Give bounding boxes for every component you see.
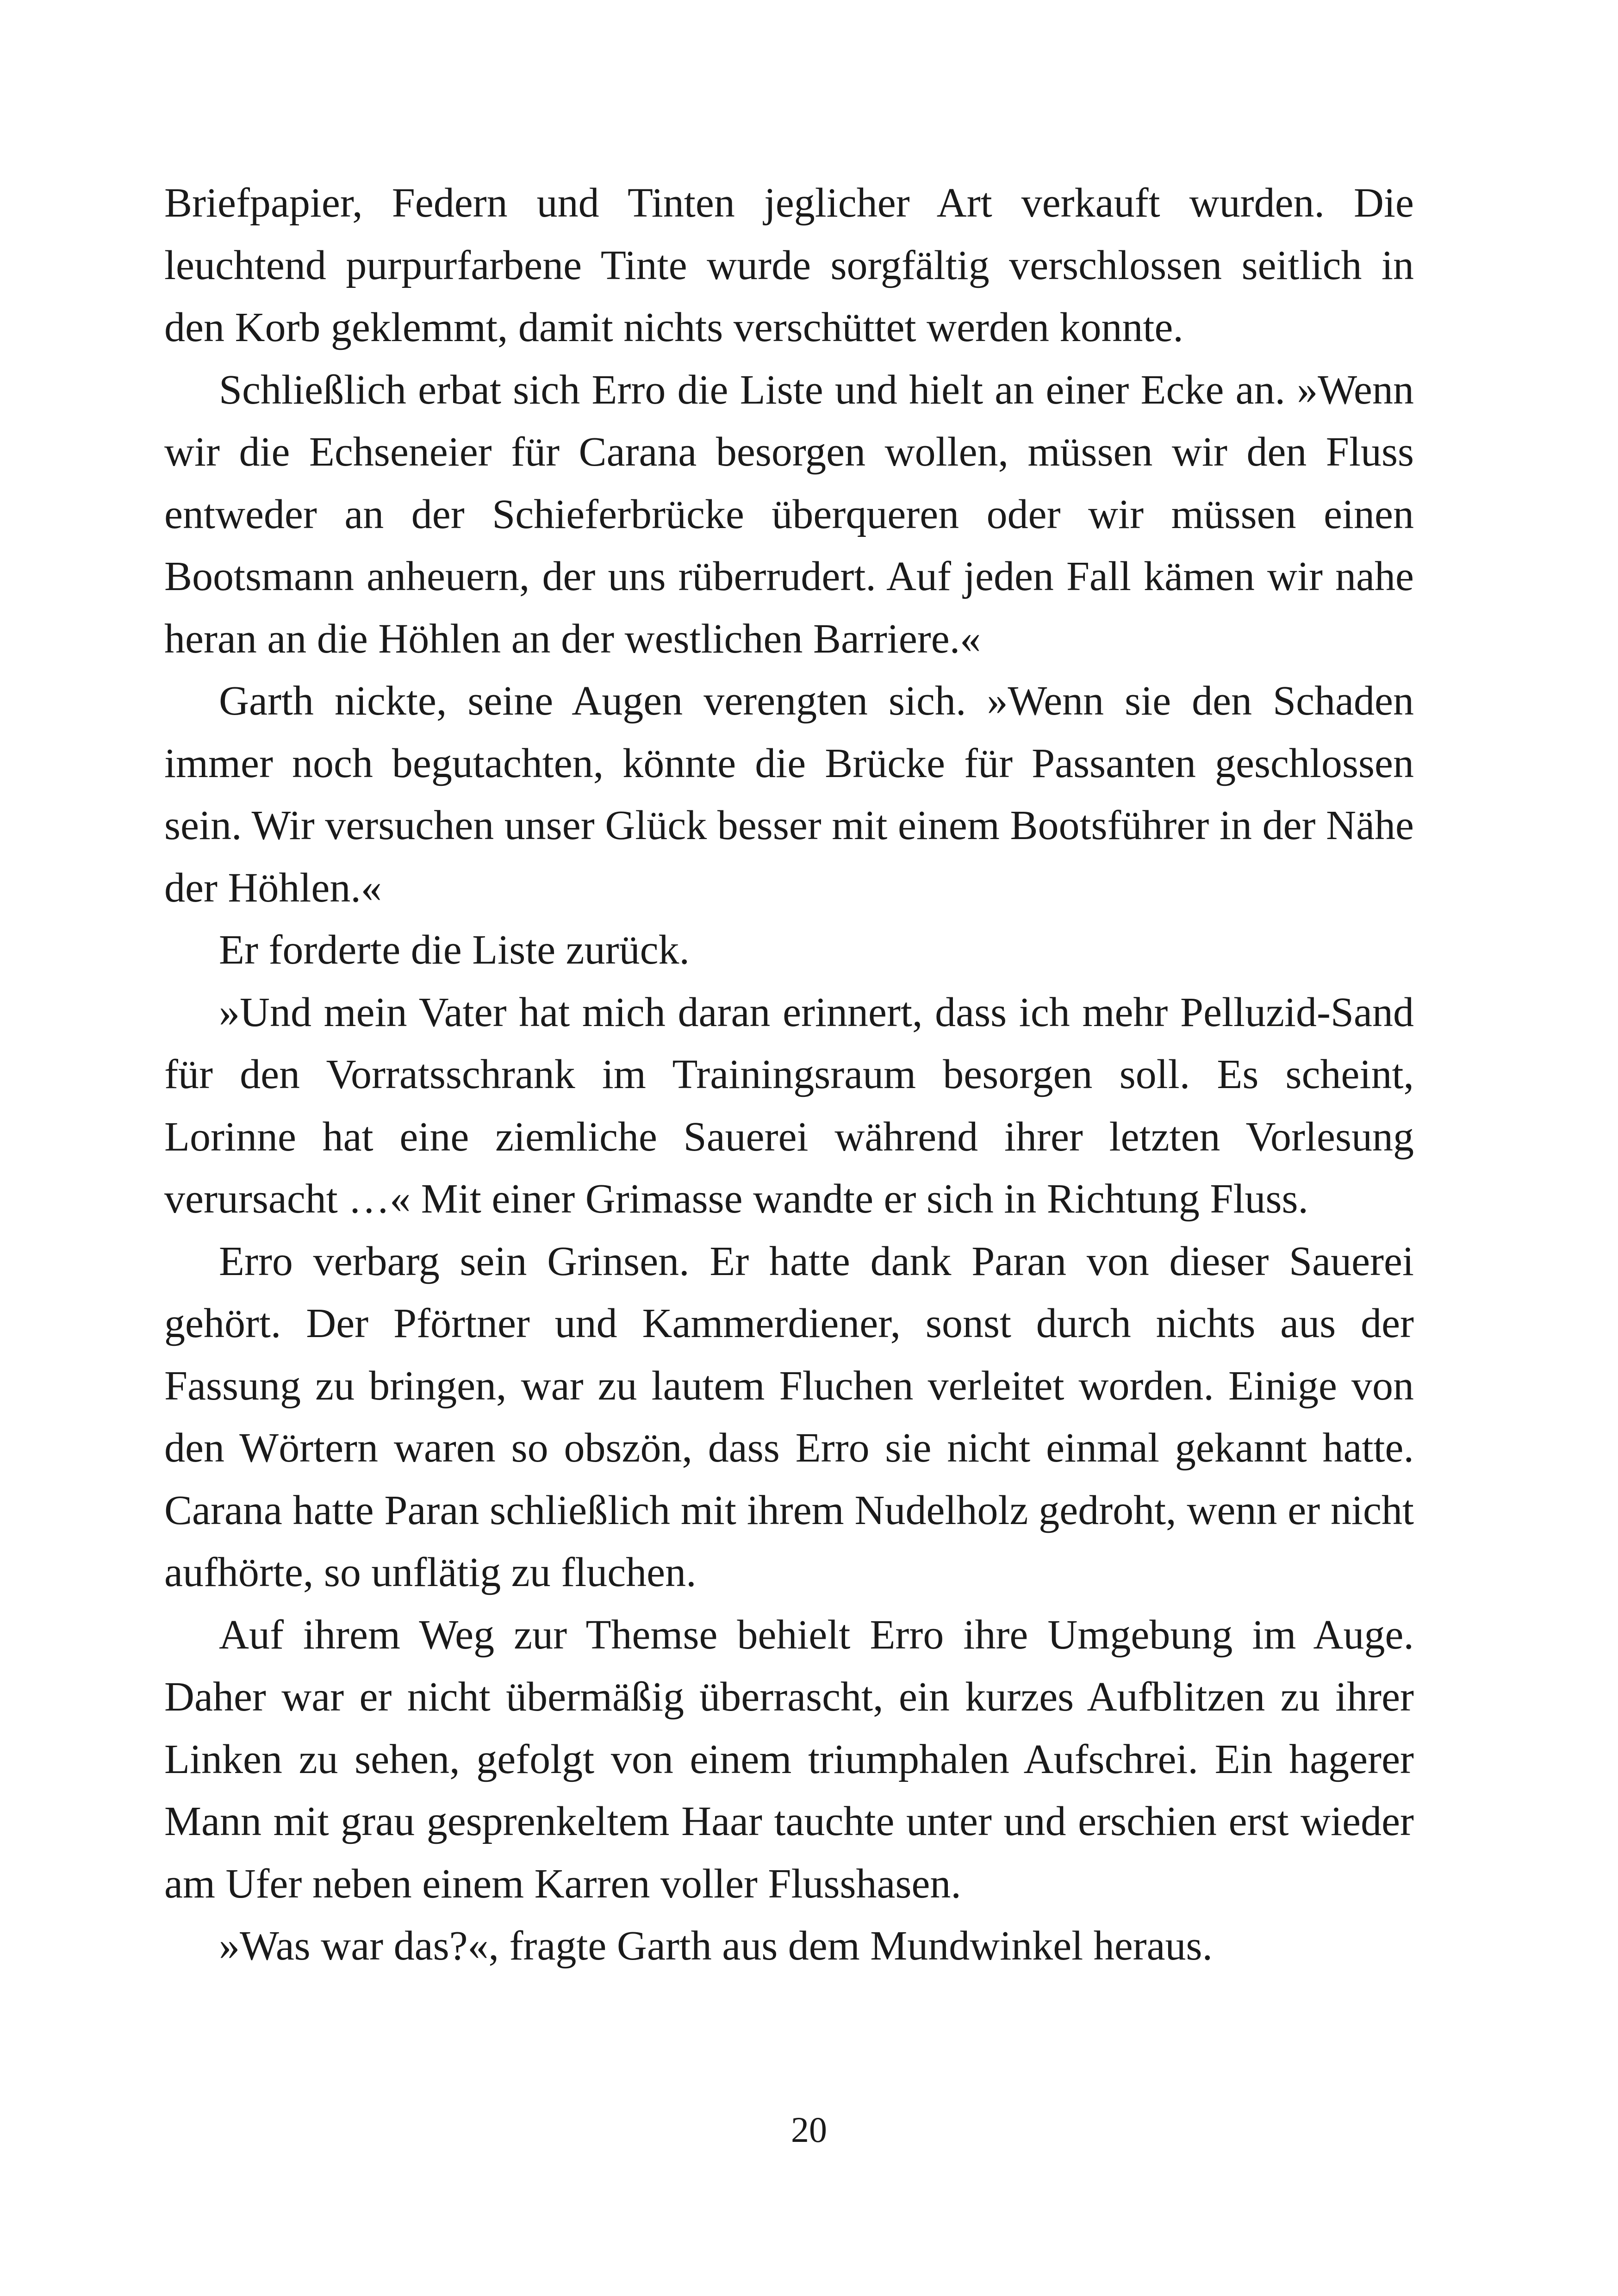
paragraph: Briefpapier, Federn und Tinten jeglicher Art verkauft wurden. Die leuchtend purpurfarbene Tinte wurde sorgfältig verschlossen seitlich in den Korb geklemmt, damit nichts verschüttet werden konnte. xyxy=(164,180,1414,350)
paragraph: »Und mein Vater hat mich daran erinnert, dass ich mehr Pelluzid-Sand für den Vorratsschrank im Trainingsraum besorgen soll. Es scheint, Lorinne hat eine ziemliche Sauerei während ihrer letzten Vorlesung verursacht …« Mit einer Grimasse wandte er sich in Richtung Fluss. xyxy=(164,989,1414,1222)
paragraph: »Was war das?«, fragte Garth aus dem Mundwinkel heraus. xyxy=(219,1923,1213,1969)
page-number: 20 xyxy=(791,2109,827,2150)
paragraph: Garth nickte, seine Augen verengten sich. »Wenn sie den Schaden immer noch begutachten, könnte die Brücke für Passanten geschlossen sein. Wir versuchen unser Glück besser mit einem Bootsführer in der Nähe der Höhlen.« xyxy=(164,678,1414,911)
paragraph: Er forderte die Liste zurück. xyxy=(219,927,690,973)
paragraph: Schließlich erbat sich Erro die Liste und hielt an einer Ecke an. »Wenn wir die Echseneier für Carana besorgen wollen, müssen wir den Fluss entweder an der Schieferbrücke überqueren oder wir müssen einen Bootsmann anheuern, der uns rüberrudert. Auf jeden Fall kämen wir nahe heran an die Höhlen an der westlichen Barriere.« xyxy=(164,367,1414,662)
body-text xyxy=(164,172,1414,1978)
paragraph: Auf ihrem Weg zur Themse behielt Erro ihre Umgebung im Auge. Daher war er nicht übermäßig überrascht, ein kurzes Aufblitzen zu ihrer Linken zu sehen, gefolgt von einem triumphalen Aufschrei. Ein hagerer Mann mit grau gesprenkeltem Haar tauchte unter und erschien erst wieder am Ufer neben einem Karren voller Flusshasen. xyxy=(164,1612,1414,1907)
paragraph: Erro verbarg sein Grinsen. Er hatte dank Paran von dieser Sauerei gehört. Der Pförtner und Kammerdiener, sonst durch nichts aus der Fassung zu bringen, war zu lautem Fluchen verleitet worden. Einige von den Wörtern waren so obszön, dass Erro sie nicht einmal gekannt hatte. Carana hatte Paran schließlich mit ihrem Nudelholz gedroht, wenn er nicht aufhörte, so unflätig zu fluchen. xyxy=(164,1238,1414,1595)
